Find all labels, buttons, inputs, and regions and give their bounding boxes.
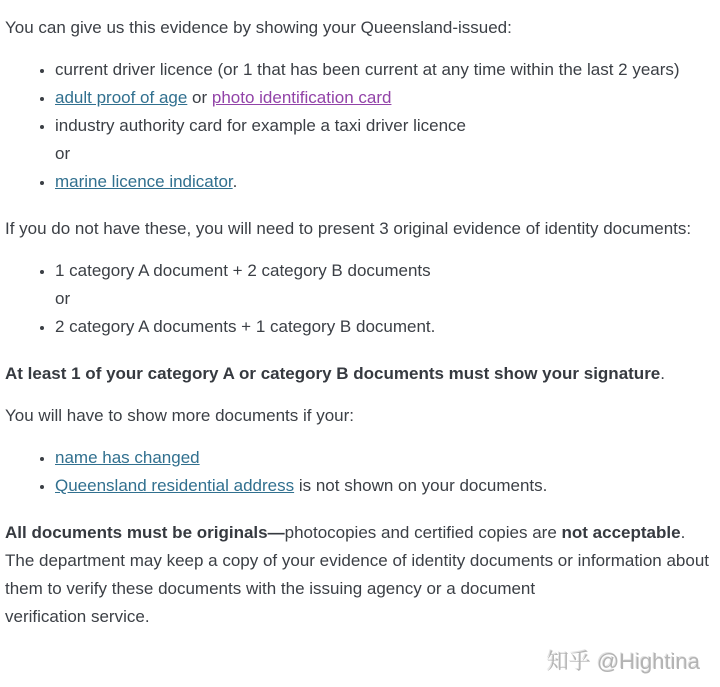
list-item-proof-of-age (55, 84, 712, 112)
list-item-driver-licence (55, 56, 712, 84)
name-has-changed-link[interactable]: name has changed (55, 448, 200, 467)
list-item-text: current driver licence (or 1 that has been current at any time within the last 2 years) (55, 60, 680, 79)
intro-paragraph (5, 14, 712, 42)
list-item-text: . (232, 172, 238, 191)
list-item-name-changed (55, 444, 712, 472)
adult-proof-of-age-link[interactable]: adult proof of age (55, 88, 188, 107)
paragraph-text: . The department may keep a copy of your evidence of identity documents or information about them to verify these documents with the issuing agency or a document (5, 523, 710, 598)
signature-requirement-paragraph (5, 360, 712, 388)
paragraph-text: verification service. (5, 607, 150, 626)
watermark: 知乎 @Hightina (546, 649, 700, 674)
no-documents-paragraph (5, 215, 712, 243)
intro-text: You can give us this evidence by showing your Queensland-issued: (5, 18, 512, 37)
qld-documents-list (5, 56, 712, 196)
list-item-text: is not shown on your documents. (294, 476, 548, 495)
paragraph-text: photocopies and certified copies are (284, 523, 562, 542)
list-item-industry-authority (55, 112, 712, 168)
category-combinations-list (5, 257, 712, 341)
list-item-combination-1 (55, 257, 712, 313)
paragraph-text: . (660, 364, 665, 383)
list-item-text: or (187, 88, 212, 107)
marine-licence-indicator-link[interactable]: marine licence indicator (55, 172, 233, 191)
originals-paragraph (5, 519, 712, 631)
paragraph-text: If you do not have these, you will need to present 3 original evidence of identity documents: (5, 219, 692, 238)
not-acceptable-bold-text: not acceptable (561, 523, 681, 542)
more-documents-paragraph (5, 402, 712, 430)
article-content (5, 14, 712, 631)
list-item-residential-address (55, 472, 712, 500)
list-item-text: 1 category A document + 2 category B documents (55, 261, 431, 280)
originals-bold-text: All documents must be originals— (5, 523, 285, 542)
list-item-or: or (55, 144, 71, 163)
list-item-or: or (55, 289, 71, 308)
list-item-text: industry authority card for example a taxi driver licence (55, 116, 467, 135)
more-documents-list (5, 444, 712, 500)
photo-identification-card-link[interactable]: photo identification card (211, 88, 392, 107)
queensland-residential-address-link[interactable]: Queensland residential address (55, 476, 295, 495)
paragraph-text: You will have to show more documents if your: (5, 406, 354, 425)
list-item-text: 2 category A documents + 1 category B document. (55, 317, 436, 336)
list-item-combination-2 (55, 313, 712, 341)
signature-requirement-bold-text: At least 1 of your category A or category B documents must show your signature (5, 364, 661, 383)
list-item-marine-licence (55, 168, 712, 196)
